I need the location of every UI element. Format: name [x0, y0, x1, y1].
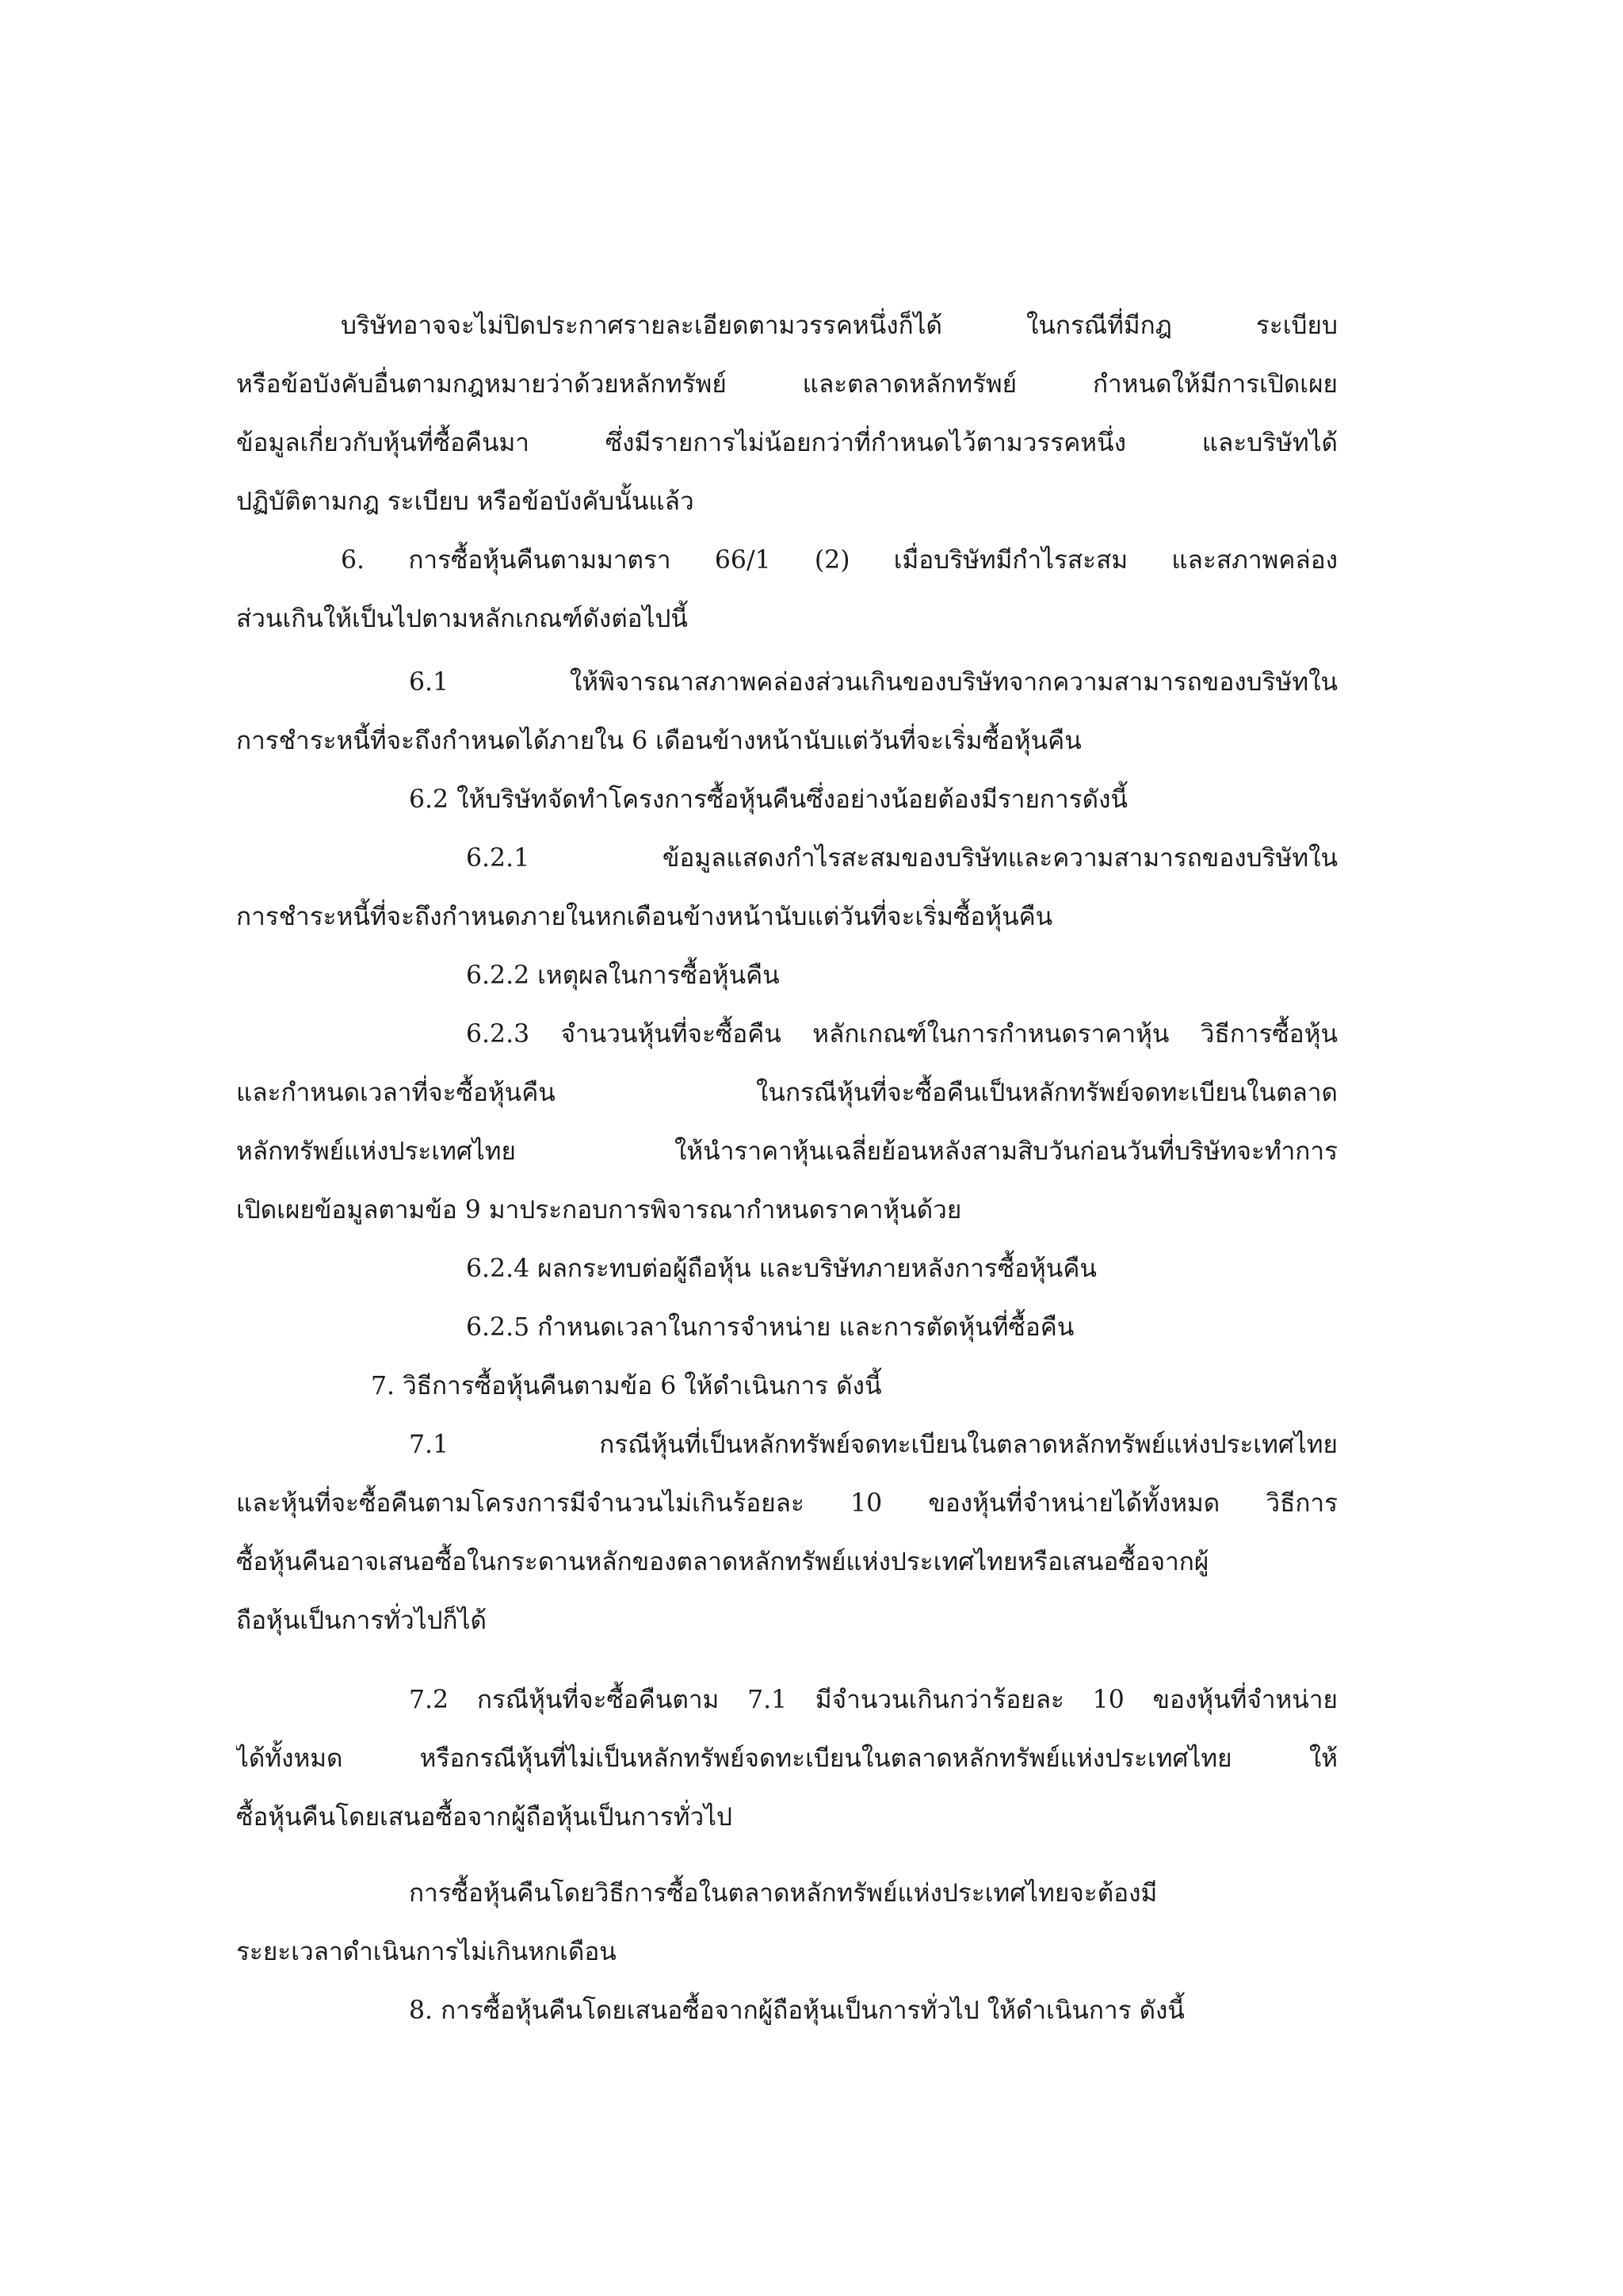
text-line: ส่วนเกินให้เป็นไปตามหลักเกณฑ์ดังต่อไปนี้: [236, 605, 688, 633]
text-line: และหุ้นที่จะซื้อคืนตามโครงการมีจำนวนไม่เกินร้อยละ 10 ของหุ้นที่จำหน่ายได้ทั้งหมด วิธีการ: [236, 1489, 1338, 1518]
text-line: หรือข้อบังคับอื่นตามกฎหมายว่าด้วยหลักทรัพย์ และตลาดหลักทรัพย์ กำหนดให้มีการเปิดเผย: [236, 370, 1338, 399]
document-body: [236, 296, 1338, 2040]
text-line: ซื้อหุ้นคืนโดยเสนอซื้อจากผู้ถือหุ้นเป็นการทั่วไป: [236, 1803, 733, 1832]
text-line: 6.2.3 จำนวนหุ้นที่จะซื้อคืน หลักเกณฑ์ในการกำหนดราคาหุ้น วิธีการซื้อหุ้น: [466, 1020, 1338, 1049]
text-line: 6.2 ให้บริษัทจัดทำโครงการซื้อหุ้นคืนซึ่งอย่างน้อยต้องมีรายการดังนี้: [409, 785, 1128, 814]
text-line: หลักทรัพย์แห่งประเทศไทย ให้นำราคาหุ้นเฉลี่ยย้อนหลังสามสิบวันก่อนวันที่บริษัทจะทำการ: [236, 1137, 1338, 1166]
text-line: 8. การซื้อหุ้นคืนโดยเสนอซื้อจากผู้ถือหุ้นเป็นการทั่วไป ให้ดำเนินการ ดังนี้: [409, 1996, 1185, 2025]
text-line: การชำระหนี้ที่จะถึงกำหนดได้ภายใน 6 เดือนข้างหน้านับแต่วันที่จะเริ่มซื้อหุ้นคืน: [236, 727, 1082, 755]
text-line: 6.2.2 เหตุผลในการซื้อหุ้นคืน: [466, 961, 780, 990]
text-line: และกำหนดเวลาที่จะซื้อหุ้นคืน ในกรณีหุ้นที่จะซื้อคืนเป็นหลักทรัพย์จดทะเบียนในตลาด: [236, 1079, 1338, 1107]
text-line: 6. การซื้อหุ้นคืนตามมาตรา 66/1 (2) เมื่อบริษัทมีกำไรสะสม และสภาพคล่อง: [341, 546, 1338, 575]
text-line: 6.2.5 กำหนดเวลาในการจำหน่าย และการตัดหุ้นที่ซื้อคืน: [466, 1313, 1075, 1342]
text-line: บริษัทอาจจะไม่ปิดประกาศรายละเอียดตามวรรคหนึ่งก็ได้ ในกรณีที่มีกฎ ระเบียบ: [341, 311, 1338, 340]
text-line: การชำระหนี้ที่จะถึงกำหนดภายในหกเดือนข้างหน้านับแต่วันที่จะเริ่มซื้อหุ้นคืน: [236, 903, 1053, 931]
text-line: 7.2 กรณีหุ้นที่จะซื้อคืนตาม 7.1 มีจำนวนเกินกว่าร้อยละ 10 ของหุ้นที่จำหน่าย: [409, 1686, 1338, 1714]
text-line: ปฏิบัติตามกฎ ระเบียบ หรือข้อบังคับนั้นแล้ว: [236, 487, 694, 516]
text-line: ได้ทั้งหมด หรือกรณีหุ้นที่ไม่เป็นหลักทรัพย์จดทะเบียนในตลาดหลักทรัพย์แห่งประเทศไทย ให้: [236, 1744, 1338, 1773]
text-line: การซื้อหุ้นคืนโดยวิธีการซื้อในตลาดหลักทรัพย์แห่งประเทศไทยจะต้องมี: [409, 1879, 1158, 1908]
text-line: 6.2.4 ผลกระทบต่อผู้ถือหุ้น และบริษัทภายหลังการซื้อหุ้นคืน: [466, 1255, 1097, 1283]
text-line: 7.1 กรณีหุ้นที่เป็นหลักทรัพย์จดทะเบียนในตลาดหลักทรัพย์แห่งประเทศไทย: [409, 1431, 1338, 1459]
text-line: 6.2.1 ข้อมูลแสดงกำไรสะสมของบริษัทและความสามารถของบริษัทใน: [466, 844, 1338, 873]
text-line: ระยะเวลาดำเนินการไม่เกินหกเดือน: [236, 1938, 617, 1966]
text-line: ซื้อหุ้นคืนอาจเสนอซื้อในกระดานหลักของตลาดหลักทรัพย์แห่งประเทศไทยหรือเสนอซื้อจากผู้: [236, 1548, 1209, 1576]
text-line: ถือหุ้นเป็นการทั่วไปก็ได้: [236, 1606, 487, 1635]
text-line: 6.1 ให้พิจารณาสภาพคล่องส่วนเกินของบริษัทจากความสามารถของบริษัทใน: [409, 668, 1338, 697]
text-line: ข้อมูลเกี่ยวกับหุ้นที่ซื้อคืนมา ซึ่งมีรายการไม่น้อยกว่าที่กำหนดไว้ตามวรรคหนึ่ง และบริษัทได้: [236, 429, 1338, 457]
text-line: เปิดเผยข้อมูลตามข้อ 9 มาประกอบการพิจารณากำหนดราคาหุ้นด้วย: [236, 1196, 962, 1224]
text-line: 7. วิธีการซื้อหุ้นคืนตามข้อ 6 ให้ดำเนินการ ดังนี้: [371, 1372, 882, 1400]
